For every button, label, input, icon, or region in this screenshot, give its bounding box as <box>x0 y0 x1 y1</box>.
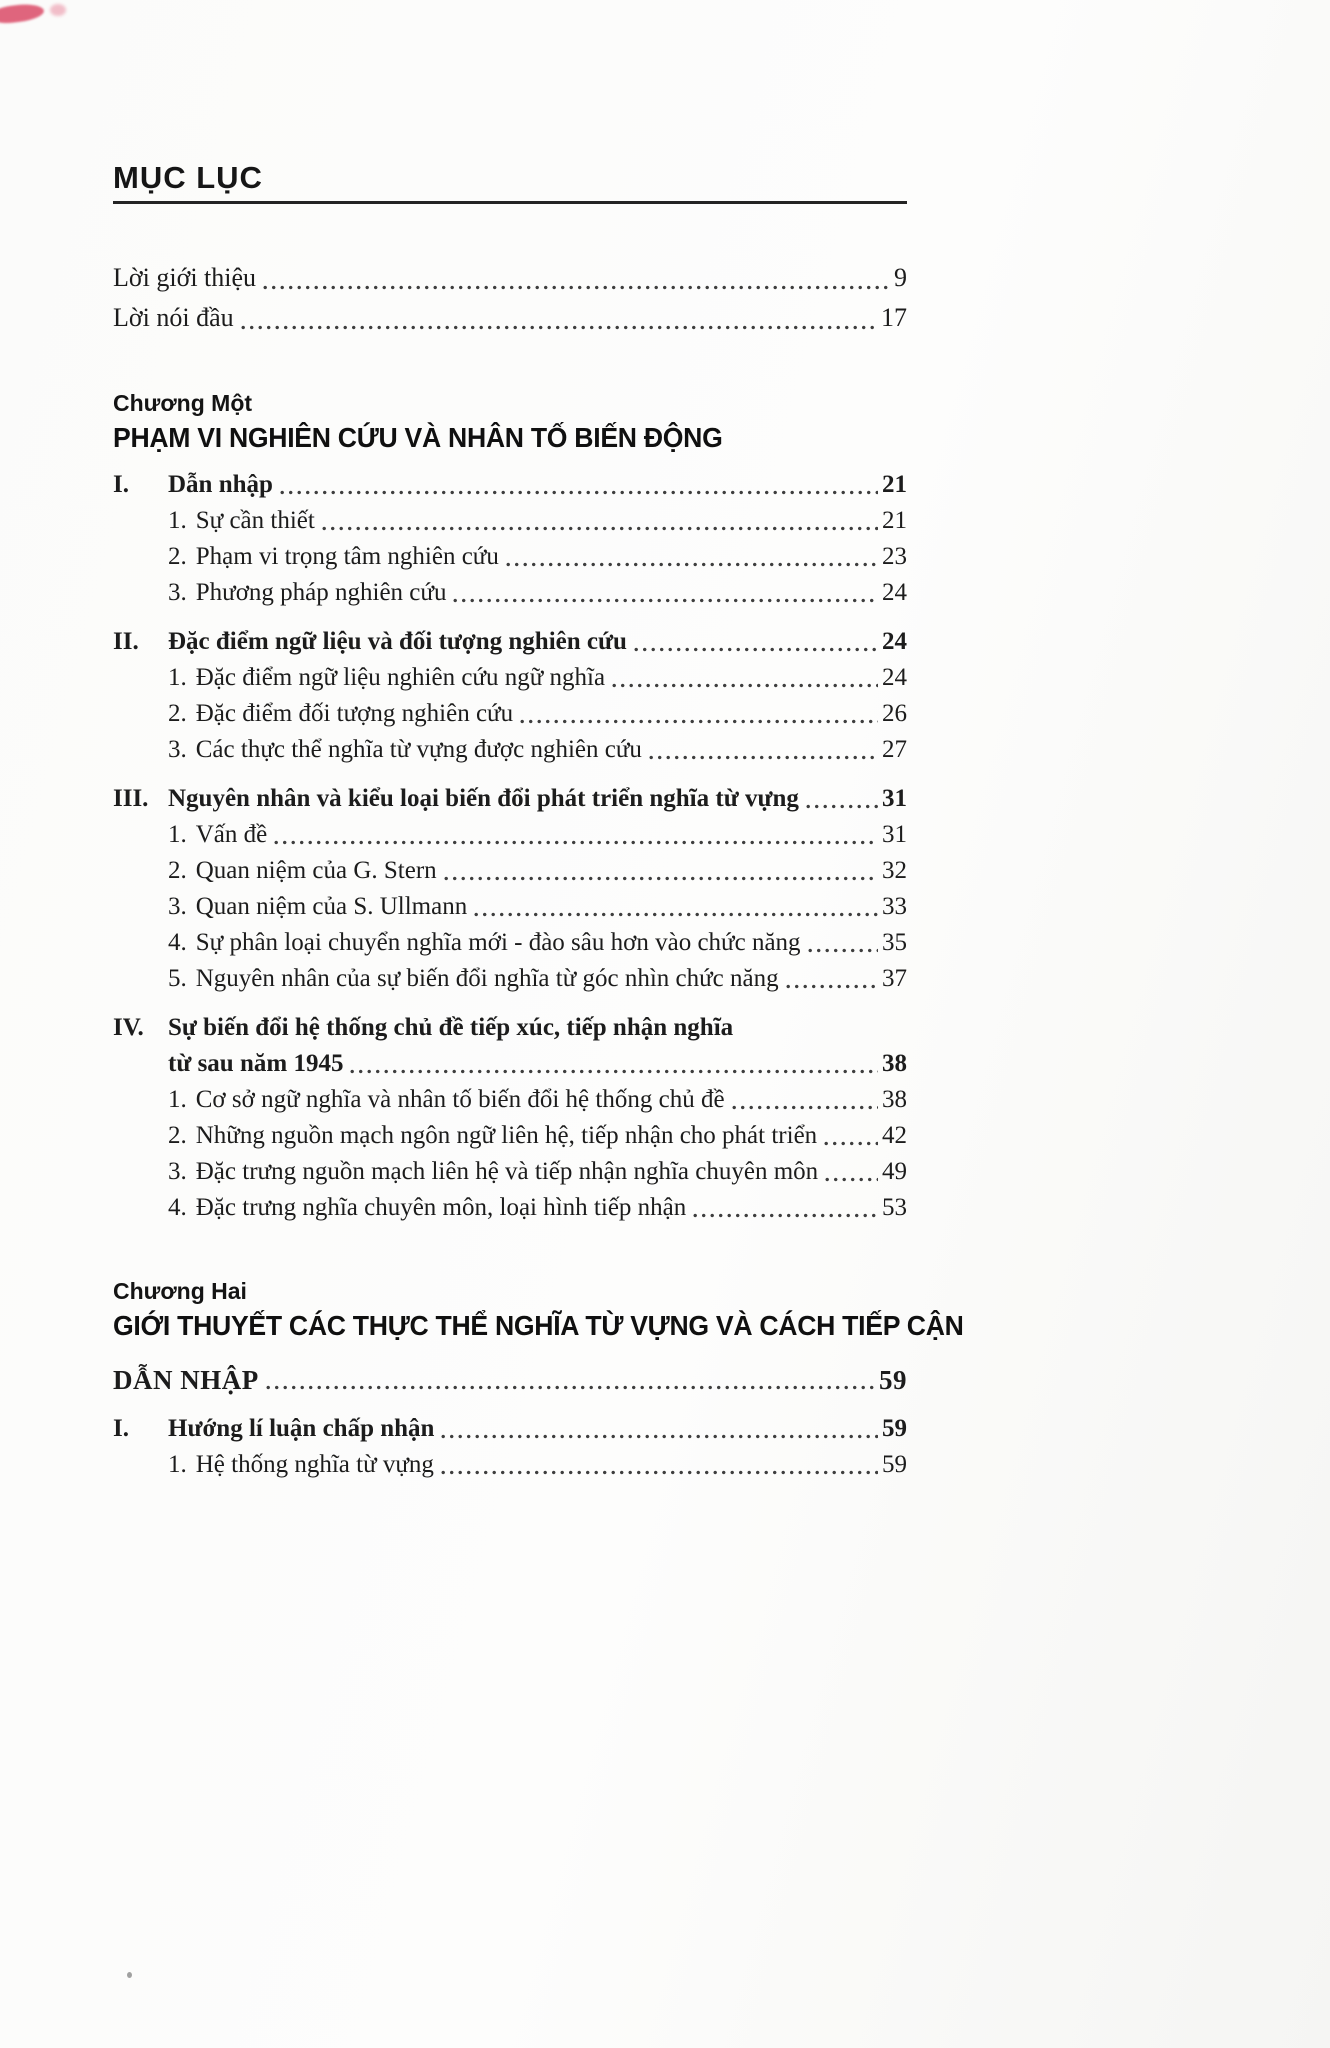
entry-text: Quan niệm của S. Ullmann <box>195 893 468 920</box>
scan-artifact-mark <box>0 2 45 25</box>
toc-entry <box>113 258 907 298</box>
entry-page-number: 23 <box>882 543 907 570</box>
toc-entry <box>113 467 907 503</box>
entry-text: Dẫn nhập <box>168 471 273 498</box>
dot-leader <box>612 683 878 688</box>
toc-entry <box>168 660 907 696</box>
toc-entry <box>168 1447 907 1483</box>
dot-leader <box>806 804 878 809</box>
chapter-heading: PHẠM VI NGHIÊN CỨU VÀ NHÂN TỐ BIẾN ĐỘNG <box>113 422 723 453</box>
entry-page-number: 21 <box>882 507 907 534</box>
toc-content <box>113 160 964 1483</box>
entry-number: 2. <box>168 543 187 570</box>
toc-entry-line <box>113 1010 907 1046</box>
dot-leader <box>453 598 878 603</box>
entry-page-number: 37 <box>882 965 907 992</box>
dot-leader <box>280 490 878 495</box>
toc-entry <box>168 961 907 997</box>
entry-text: Các thực thể nghĩa từ vựng được nghiên cứu <box>195 736 642 763</box>
entry-page-number: 42 <box>882 1122 907 1149</box>
dot-leader <box>322 526 878 531</box>
toc-entry <box>168 889 907 925</box>
dot-leader <box>824 1141 878 1146</box>
entry-text: Lời giới thiệu <box>113 263 257 292</box>
entry-text: Hệ thống nghĩa từ vựng <box>195 1451 434 1478</box>
entry-text: Đặc điểm ngữ liệu nghiên cứu ngữ nghĩa <box>195 664 606 691</box>
dot-leader <box>808 948 878 953</box>
toc-entry <box>113 1362 907 1398</box>
chapter-one-section <box>113 390 907 1226</box>
entry-page-number: 24 <box>882 664 907 691</box>
entry-page-number: 32 <box>882 857 907 884</box>
toc-entry <box>113 624 907 660</box>
entry-text: Sự biến đổi hệ thống chủ đề tiếp xúc, tiếp nhận nghĩa <box>168 1014 734 1041</box>
toc-entry <box>168 817 907 853</box>
dot-leader <box>786 984 878 989</box>
entry-text: Vấn đề <box>195 821 268 848</box>
entry-text: Cơ sở ngữ nghĩa và nhân tố biến đổi hệ thống chủ đề <box>195 1086 725 1113</box>
toc-entry-line <box>113 1046 907 1082</box>
dot-leader <box>506 562 878 567</box>
entry-number: 1. <box>168 1451 187 1478</box>
entry-text: Đặc điểm ngữ liệu và đối tượng nghiên cứu <box>168 628 627 655</box>
entry-number: 1. <box>168 1086 187 1113</box>
entry-number: I. <box>113 471 129 498</box>
entry-page-number: 53 <box>882 1194 907 1221</box>
entry-text: DẪN NHẬP <box>113 1365 259 1395</box>
entry-page-number: 31 <box>882 785 907 812</box>
entry-text: Lời nói đầu <box>113 303 234 332</box>
dot-leader <box>825 1177 878 1182</box>
toc-entry <box>168 503 907 539</box>
entry-number: 1. <box>168 664 187 691</box>
page-title: MỤC LỤC <box>113 160 907 204</box>
entry-text: Quan niệm của G. Stern <box>195 857 437 884</box>
entry-text: Sự phân loại chuyển nghĩa mới - đào sâu hơn vào chức năng <box>195 929 801 956</box>
entry-number: 4. <box>168 929 187 956</box>
toc-entry <box>113 1411 907 1447</box>
dot-leader <box>732 1105 878 1110</box>
entry-page-number: 26 <box>882 700 907 727</box>
entry-page-number: 17 <box>881 303 907 332</box>
entry-text: Phạm vi trọng tâm nghiên cứu <box>195 543 499 570</box>
entry-page-number: 59 <box>879 1365 907 1395</box>
dot-leader <box>444 876 878 881</box>
entry-text: Phương pháp nghiên cứu <box>195 579 447 606</box>
toc-entry <box>168 1154 907 1190</box>
entry-page-number: 35 <box>882 929 907 956</box>
entry-text: Những nguồn mạch ngôn ngữ liên hệ, tiếp nhận cho phát triển <box>195 1122 818 1149</box>
entry-number: 2. <box>168 700 187 727</box>
entry-page-number: 38 <box>882 1086 907 1113</box>
dot-leader <box>634 647 878 652</box>
toc-entry <box>168 853 907 889</box>
entry-number: 4. <box>168 1194 187 1221</box>
entry-page-number: 24 <box>882 628 907 655</box>
dot-leader <box>649 755 878 760</box>
dot-leader <box>350 1069 878 1074</box>
entry-page-number: 9 <box>894 263 907 292</box>
entry-number: II. <box>113 628 139 655</box>
front-matter-list <box>113 258 907 338</box>
toc-entry <box>113 1010 907 1082</box>
chapter-entries-list <box>113 1362 907 1483</box>
entry-number: 3. <box>168 736 187 763</box>
entry-page-number: 31 <box>882 821 907 848</box>
entry-number: 2. <box>168 1122 187 1149</box>
toc-entry <box>168 732 907 768</box>
chapter-heading: GIỚI THUYẾT CÁC THỰC THỂ NGHĨA TỪ VỰNG VÀ CÁCH TIẾP CẬN <box>113 1310 964 1341</box>
dot-leader <box>693 1213 878 1218</box>
entry-page-number: 33 <box>882 893 907 920</box>
dot-leader <box>441 1470 878 1475</box>
chapter-two-section <box>113 1278 964 1483</box>
toc-entry <box>168 696 907 732</box>
entry-number: 1. <box>168 821 187 848</box>
entry-number: III. <box>113 785 149 812</box>
entry-page-number: 21 <box>882 471 907 498</box>
entry-number: I. <box>113 1415 129 1442</box>
entry-page-number: 27 <box>882 736 907 763</box>
toc-entry <box>168 1082 907 1118</box>
dot-leader <box>263 285 890 290</box>
chapter-entries-list <box>113 467 907 1226</box>
toc-entry <box>168 925 907 961</box>
entry-number: 3. <box>168 893 187 920</box>
dot-leader <box>274 840 878 845</box>
entry-number: IV. <box>113 1014 144 1041</box>
entry-page-number: 59 <box>882 1415 907 1442</box>
toc-entry <box>168 1190 907 1226</box>
entry-text-continued: từ sau năm 1945 <box>168 1050 344 1077</box>
chapter-kicker: Chương Hai <box>113 1278 247 1304</box>
entry-number: 2. <box>168 857 187 884</box>
entry-number: 3. <box>168 579 187 606</box>
toc-entry <box>168 575 907 611</box>
toc-entry <box>168 1118 907 1154</box>
entry-text: Đặc trưng nghĩa chuyên môn, loại hình tiếp nhận <box>195 1194 687 1221</box>
entry-text: Đặc trưng nguồn mạch liên hệ và tiếp nhận nghĩa chuyên môn <box>195 1158 819 1185</box>
entry-text: Nguyên nhân và kiểu loại biến đổi phát triển nghĩa từ vựng <box>168 785 799 812</box>
dot-leader <box>441 1434 878 1439</box>
entry-number: 5. <box>168 965 187 992</box>
entry-text: Hướng lí luận chấp nhận <box>168 1415 435 1442</box>
dot-leader <box>520 719 878 724</box>
entry-page-number: 24 <box>882 579 907 606</box>
scan-artifact-mark-echo <box>50 4 66 16</box>
entry-page-number: 49 <box>882 1158 907 1185</box>
toc-entry <box>113 781 907 817</box>
entry-text: Sự cần thiết <box>195 507 315 534</box>
dot-leader <box>474 912 878 917</box>
entry-page-number: 38 <box>882 1050 907 1077</box>
chapter-kicker: Chương Một <box>113 390 253 416</box>
dot-leader <box>241 325 877 330</box>
entry-text: Đặc điểm đối tượng nghiên cứu <box>195 700 514 727</box>
entry-number: 3. <box>168 1158 187 1185</box>
dot-leader <box>266 1385 875 1390</box>
entry-text: Nguyên nhân của sự biến đổi nghĩa từ góc nhìn chức năng <box>195 965 779 992</box>
entry-number: 1. <box>168 507 187 534</box>
scan-artifact-dot <box>127 1972 132 1978</box>
entry-page-number: 59 <box>882 1451 907 1478</box>
toc-entry <box>168 539 907 575</box>
toc-entry <box>113 298 907 338</box>
